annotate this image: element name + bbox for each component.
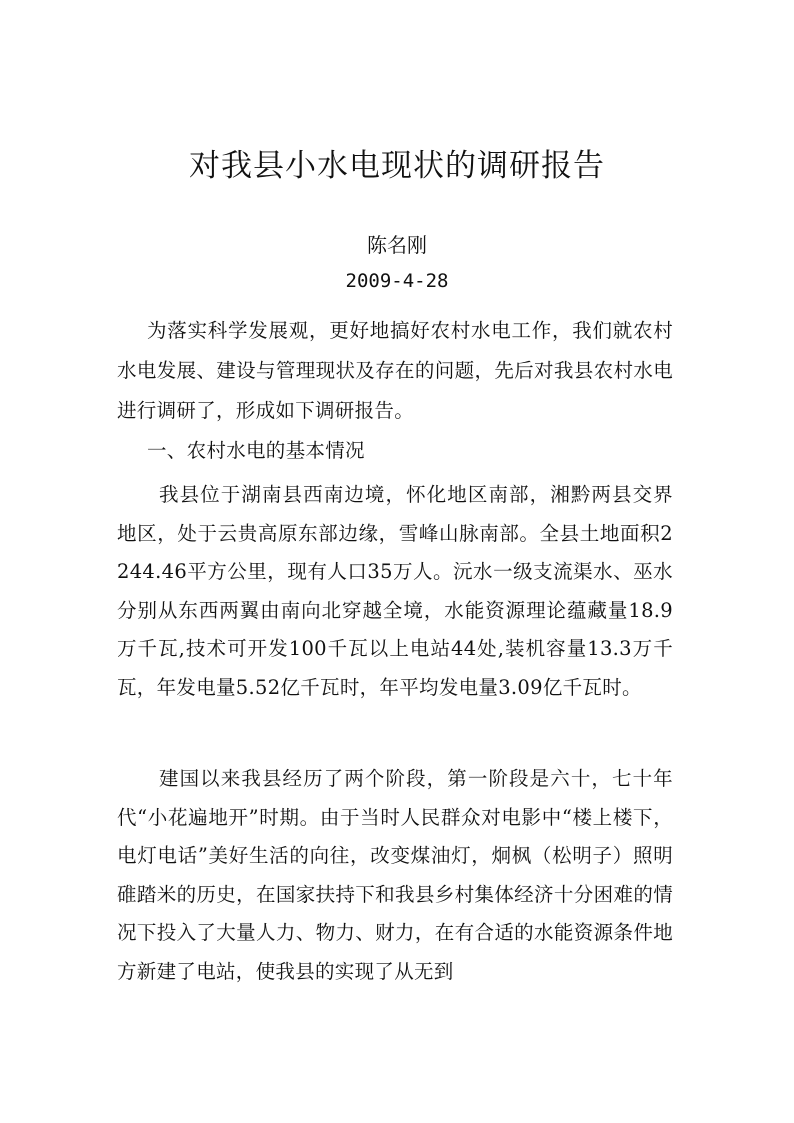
- paragraph-intro: 为落实科学发展观，更好地搞好农村水电工作，我们就农村水电发展、建设与管理现状及存在的问题，先后对我县农村水电进行调研了，形成如下调研报告。: [117, 319, 673, 422]
- document-author: 陈名刚: [367, 233, 427, 257]
- paragraph-history: 建国以来我县经历了两个阶段，第一阶段是六十，七十年代“小花遍地开”时期。由于当时人民群众对电影中“楼上楼下，电灯电话”美好生活的向往，改变煤油灯，炯枫（松明子）照明碓踏米的历史，在国家扶持下和我县乡村集体经济十分困难的情况下投入了大量人力、物力、财力，在有合适的水能资源条件地方新建了电站，使我县的实现了从无到: [117, 767, 673, 983]
- paragraph-county-overview: 我县位于湖南县西南边境，怀化地区南部，湘黔两县交界地区，处于云贵高原东部边缘，雪峰山脉南部。全县土地面积2244.46平方公里，现有人口35万人。沅水一级支流渠水、巫水分别从东西两翼由南向北穿越全境，水能资源理论蕴藏量18.9万千瓦,技术可开发100千瓦以上电站44处,装机容量13.3万千瓦，年发电量5.52亿千瓦时，年平均发电量3.09亿千瓦时。: [117, 483, 673, 699]
- document-title: 对我县小水电现状的调研报告: [189, 148, 605, 184]
- document-date: 2009-4-28: [345, 270, 449, 292]
- section-heading: 一、农村水电的基本情况: [147, 439, 365, 462]
